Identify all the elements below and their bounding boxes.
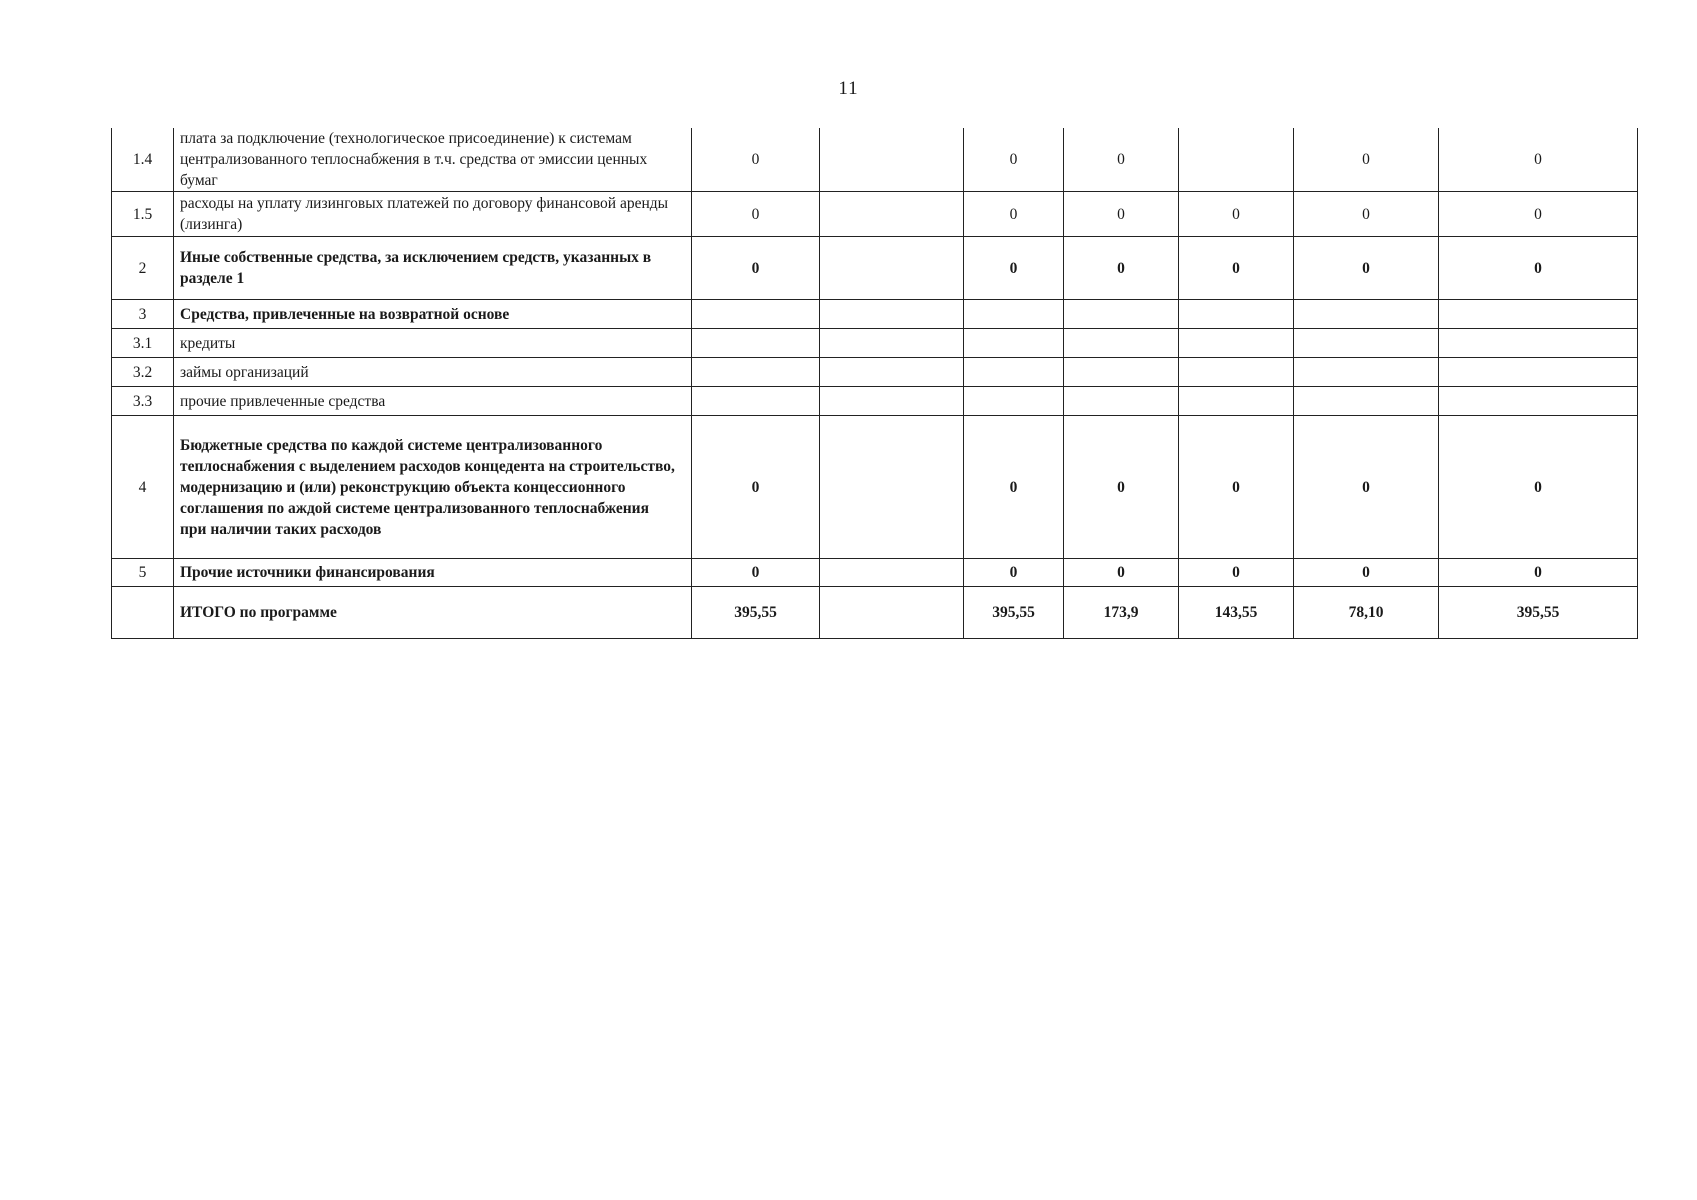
table-row <box>112 358 1638 387</box>
value-cell: 0 <box>964 559 1064 587</box>
row-number: 3 <box>112 300 174 329</box>
row-description: плата за подключение (технологическое присоединение) к системам централизованного теплоснабжения в т.ч. средства от эмиссии ценных бумаг <box>174 128 692 192</box>
row-description: Прочие источники финансирования <box>174 559 692 587</box>
value-cell: 78,10 <box>1294 587 1439 639</box>
value-cell <box>1439 300 1638 329</box>
table-row <box>112 559 1638 587</box>
row-description: Бюджетные средства по каждой системе централизованного теплоснабжения с выделением расходов концедента на строительство, модернизацию и (или) реконструкцию объекта концессионного соглашения по аждой системе централизованного теплоснабжения при наличии таких расходов <box>174 416 692 559</box>
value-cell <box>1294 358 1439 387</box>
value-cell: 0 <box>1179 192 1294 237</box>
value-cell: 0 <box>1439 128 1638 192</box>
value-cell: 0 <box>1294 237 1439 300</box>
value-cell <box>820 237 964 300</box>
value-cell <box>820 559 964 587</box>
value-cell: 0 <box>1064 416 1179 559</box>
table-row <box>112 237 1638 300</box>
value-cell <box>820 587 964 639</box>
value-cell: 0 <box>964 237 1064 300</box>
value-cell <box>820 128 964 192</box>
value-cell: 0 <box>1064 128 1179 192</box>
page-number: 11 <box>838 78 859 99</box>
value-cell <box>1179 358 1294 387</box>
value-cell <box>820 329 964 358</box>
value-cell <box>1294 300 1439 329</box>
value-cell: 0 <box>1179 416 1294 559</box>
row-number: 3.3 <box>112 387 174 416</box>
value-cell <box>964 300 1064 329</box>
value-cell: 0 <box>1179 559 1294 587</box>
value-cell <box>964 358 1064 387</box>
value-cell: 0 <box>692 128 820 192</box>
value-cell: 0 <box>964 128 1064 192</box>
table-row <box>112 128 1638 192</box>
table-row <box>112 387 1638 416</box>
row-number: 3.1 <box>112 329 174 358</box>
value-cell <box>964 329 1064 358</box>
row-number: 1.5 <box>112 192 174 237</box>
value-cell: 0 <box>1294 559 1439 587</box>
value-cell <box>692 300 820 329</box>
row-description: ИТОГО по программе <box>174 587 692 639</box>
table-row <box>112 416 1638 559</box>
row-number: 4 <box>112 416 174 559</box>
value-cell: 0 <box>1064 559 1179 587</box>
value-cell <box>964 387 1064 416</box>
value-cell <box>820 416 964 559</box>
row-number <box>112 587 174 639</box>
row-number: 3.2 <box>112 358 174 387</box>
value-cell: 0 <box>692 237 820 300</box>
value-cell <box>820 300 964 329</box>
value-cell <box>1064 329 1179 358</box>
value-cell <box>1179 329 1294 358</box>
value-cell <box>1294 329 1439 358</box>
value-cell <box>692 329 820 358</box>
value-cell <box>1179 387 1294 416</box>
value-cell: 0 <box>964 416 1064 559</box>
value-cell <box>1439 358 1638 387</box>
value-cell: 173,9 <box>1064 587 1179 639</box>
value-cell: 0 <box>692 559 820 587</box>
row-number: 1.4 <box>112 128 174 192</box>
value-cell <box>692 387 820 416</box>
value-cell <box>1439 329 1638 358</box>
value-cell: 0 <box>964 192 1064 237</box>
value-cell <box>820 358 964 387</box>
value-cell <box>1439 387 1638 416</box>
value-cell <box>692 358 820 387</box>
table-row <box>112 300 1638 329</box>
row-description: прочие привлеченные средства <box>174 387 692 416</box>
value-cell <box>820 387 964 416</box>
value-cell: 395,55 <box>692 587 820 639</box>
value-cell: 0 <box>1179 237 1294 300</box>
value-cell: 143,55 <box>1179 587 1294 639</box>
value-cell: 0 <box>1294 416 1439 559</box>
row-description: расходы на уплату лизинговых платежей по договору финансовой аренды (лизинга) <box>174 192 692 237</box>
value-cell: 0 <box>1064 237 1179 300</box>
value-cell <box>820 192 964 237</box>
table-row <box>112 587 1638 639</box>
value-cell: 0 <box>1439 416 1638 559</box>
financing-table <box>111 128 1638 639</box>
value-cell <box>1179 128 1294 192</box>
row-number: 5 <box>112 559 174 587</box>
value-cell: 0 <box>1439 559 1638 587</box>
value-cell <box>1294 387 1439 416</box>
value-cell <box>1064 387 1179 416</box>
row-description: Иные собственные средства, за исключением средств, указанных в разделе 1 <box>174 237 692 300</box>
value-cell <box>1064 358 1179 387</box>
table-row <box>112 329 1638 358</box>
row-description: кредиты <box>174 329 692 358</box>
value-cell: 0 <box>1064 192 1179 237</box>
value-cell: 0 <box>692 192 820 237</box>
value-cell: 395,55 <box>1439 587 1638 639</box>
value-cell <box>1064 300 1179 329</box>
row-description: Средства, привлеченные на возвратной основе <box>174 300 692 329</box>
row-description: займы организаций <box>174 358 692 387</box>
row-number: 2 <box>112 237 174 300</box>
table-row <box>112 192 1638 237</box>
value-cell: 0 <box>1294 192 1439 237</box>
value-cell: 0 <box>1439 192 1638 237</box>
value-cell <box>1179 300 1294 329</box>
value-cell: 0 <box>1439 237 1638 300</box>
value-cell: 0 <box>1294 128 1439 192</box>
value-cell: 395,55 <box>964 587 1064 639</box>
value-cell: 0 <box>692 416 820 559</box>
